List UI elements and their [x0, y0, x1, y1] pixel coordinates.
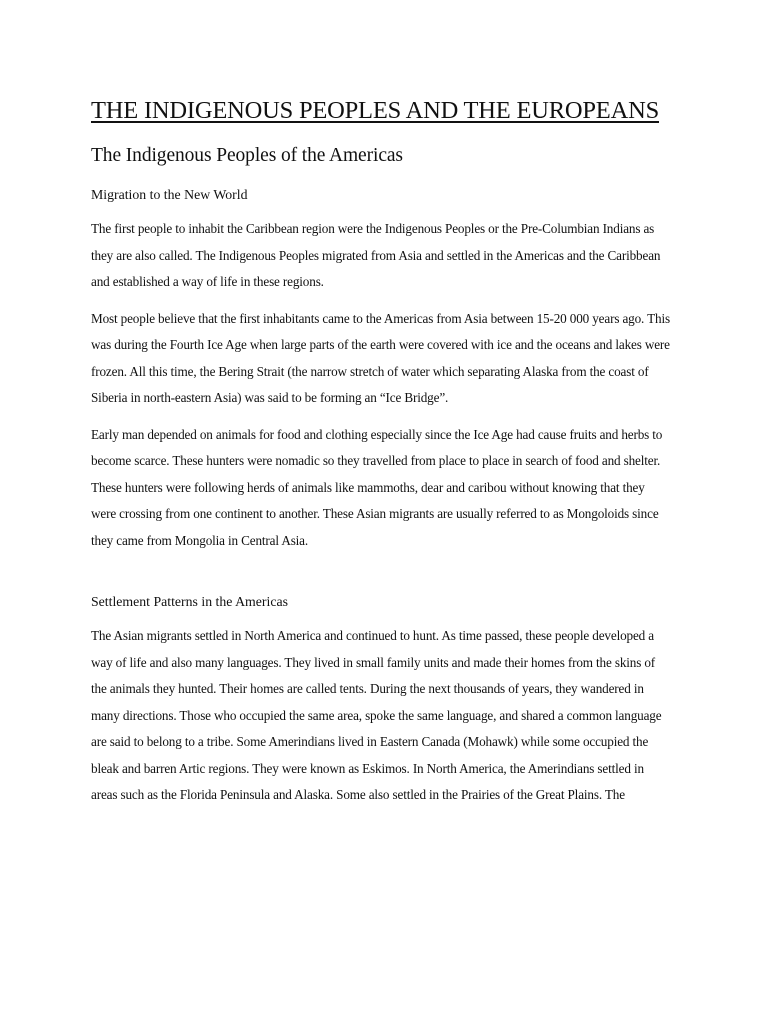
subsection-heading-migration: Migration to the New World: [91, 187, 248, 202]
paragraph: The first people to inhabit the Caribbean region were the Indigenous Peoples or the Pre-Columbian Indians as they are also called. The Indigenous Peoples migrated from Asia and settled in the Americas and the Caribbean and established a way of life in these regions.: [91, 221, 661, 289]
paragraph: The Asian migrants settled in North America and continued to hunt. As time passed, these people developed a way of life and also many languages. They lived in small family units and made their homes from the skins of the animals they hunted. Their homes are called tents. During the next thousands of years, they wandered in many directions. Those who occupied the same area, spoke the same language, and shared a common language are said to belong to a tribe. Some Amerindians lived in Eastern Canada (Mohawk) while some occupied the bleak and barren Artic regions. They were known as Eskimos. In North America, the Amerindians settled in areas such as the Florida Peninsula and Alaska. Some also settled in the Prairies of the Great Plains. The: [91, 628, 662, 802]
document-page: [91, 86, 671, 809]
subsection-heading-settlement: Settlement Patterns in the Americas: [91, 594, 288, 609]
section-title: The Indigenous Peoples of the Americas: [91, 145, 403, 166]
paragraph: Early man depended on animals for food and clothing especially since the Ice Age had cause fruits and herbs to become scarce. These hunters were nomadic so they travelled from place to place in search of food and shelter. These hunters were following herds of animals like mammoths, dear and caribou without knowing that they were crossing from one continent to another. These Asian migrants are usually referred to as Mongoloids since they came from Mongolia in Central Asia.: [91, 426, 663, 548]
document-title: THE INDIGENOUS PEOPLES AND THE EUROPEANS: [91, 97, 659, 124]
paragraph: Most people believe that the first inhabitants came to the Americas from Asia between 15-20 000 years ago. This was during the Fourth Ice Age when large parts of the earth were covered with ice and the oceans and lakes were frozen. All this time, the Bering Strait (the narrow stretch of water which separating Alaska from the coast of Siberia in north-eastern Asia) was said to be forming an “Ice Bridge”.: [91, 310, 670, 405]
